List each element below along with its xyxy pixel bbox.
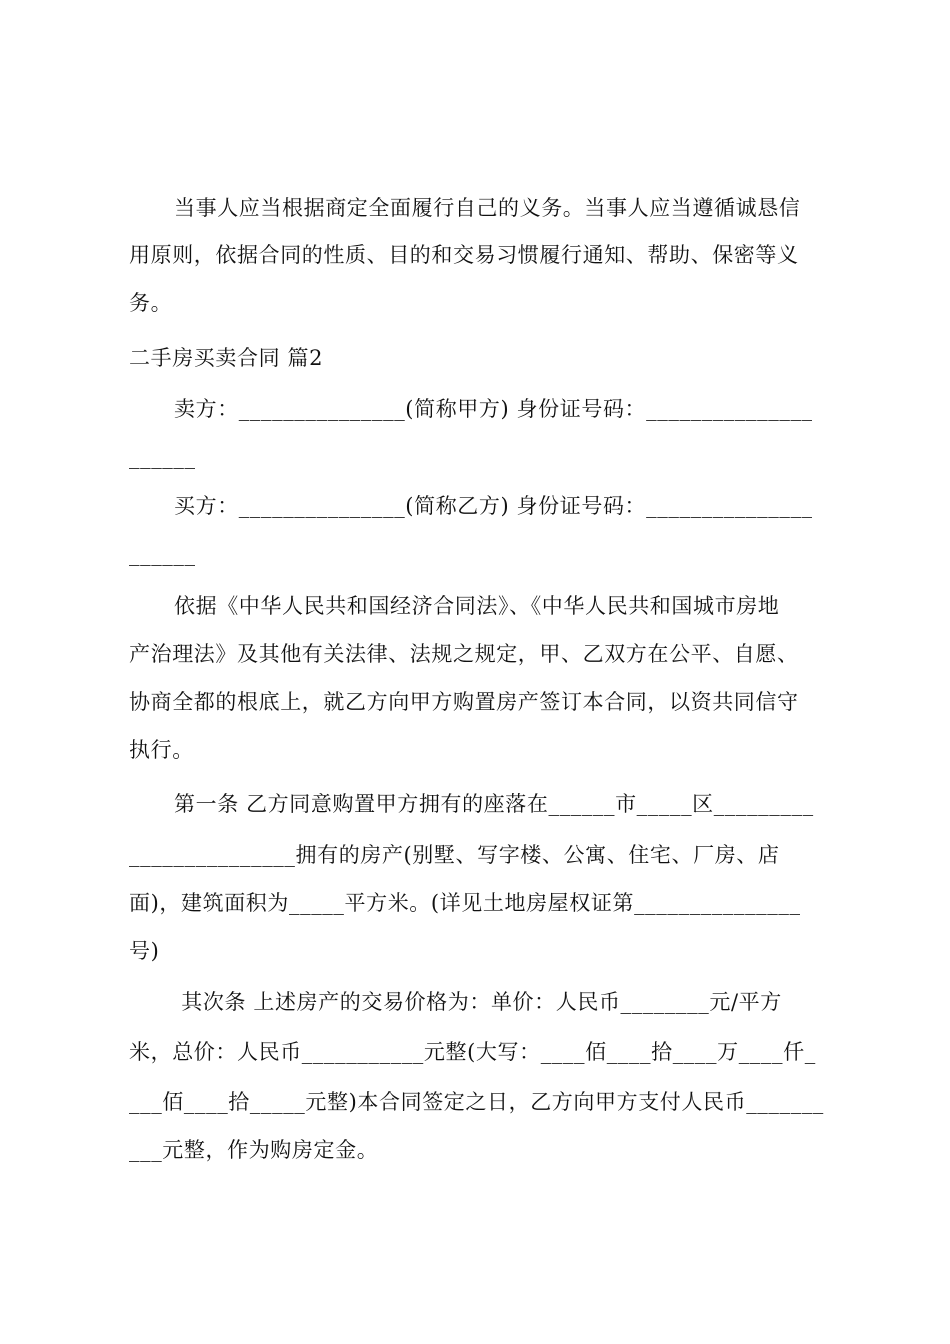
paragraph-line: 依据《中华人民共和国经济合同法》、《中华人民共和国城市房地 <box>174 594 780 618</box>
article-one-line: _______________拥有的房产(别墅、写字楼、公寓、住宅、厂房、店 <box>129 843 780 867</box>
section-heading: 二手房买卖合同 篇2 <box>129 346 324 370</box>
paragraph-line: 当事人应当根据商定全面履行自己的义务。当事人应当遵循诚恳信 <box>174 196 801 220</box>
paragraph-line: 产治理法》及其他有关法律、法规之规定，甲、乙双方在公平、自愿、 <box>129 642 799 666</box>
paragraph-line: 用原则，依据合同的性质、目的和交易习惯履行通知、帮助、保密等义 <box>129 243 799 267</box>
paragraph-line: 协商全都的根底上，就乙方向甲方购置房产签订本合同，以资共同信守 <box>129 690 799 714</box>
article-two-line: 其次条 上述房产的交易价格为：单价：人民币________元/平方 <box>174 990 782 1014</box>
article-two-line: ___元整，作为购房定金。 <box>129 1138 379 1162</box>
article-two-line: ___佰____拾_____元整)本合同签定之日，乙方向甲方支付人民币_______ <box>129 1090 824 1114</box>
article-one-line: 号) <box>129 939 160 963</box>
buyer-line: 买方：_______________(简称乙方) 身份证号码：_______________ <box>174 494 813 518</box>
article-two-line: 米，总价：人民币___________元整(大写：____佰____拾____万____仟_ <box>129 1040 816 1064</box>
paragraph-line: 执行。 <box>129 738 194 762</box>
seller-line-continued: ______ <box>129 445 196 469</box>
seller-line: 卖方：_______________(简称甲方) 身份证号码：_______________ <box>174 397 813 421</box>
buyer-line-continued: ______ <box>129 542 196 566</box>
paragraph-line: 务。 <box>129 291 173 315</box>
article-one-line: 面)，建筑面积为_____平方米。(详见土地房屋权证第_______________ <box>129 891 801 915</box>
article-one-line: 第一条 乙方同意购置甲方拥有的座落在______市_____区_________ <box>174 792 814 816</box>
